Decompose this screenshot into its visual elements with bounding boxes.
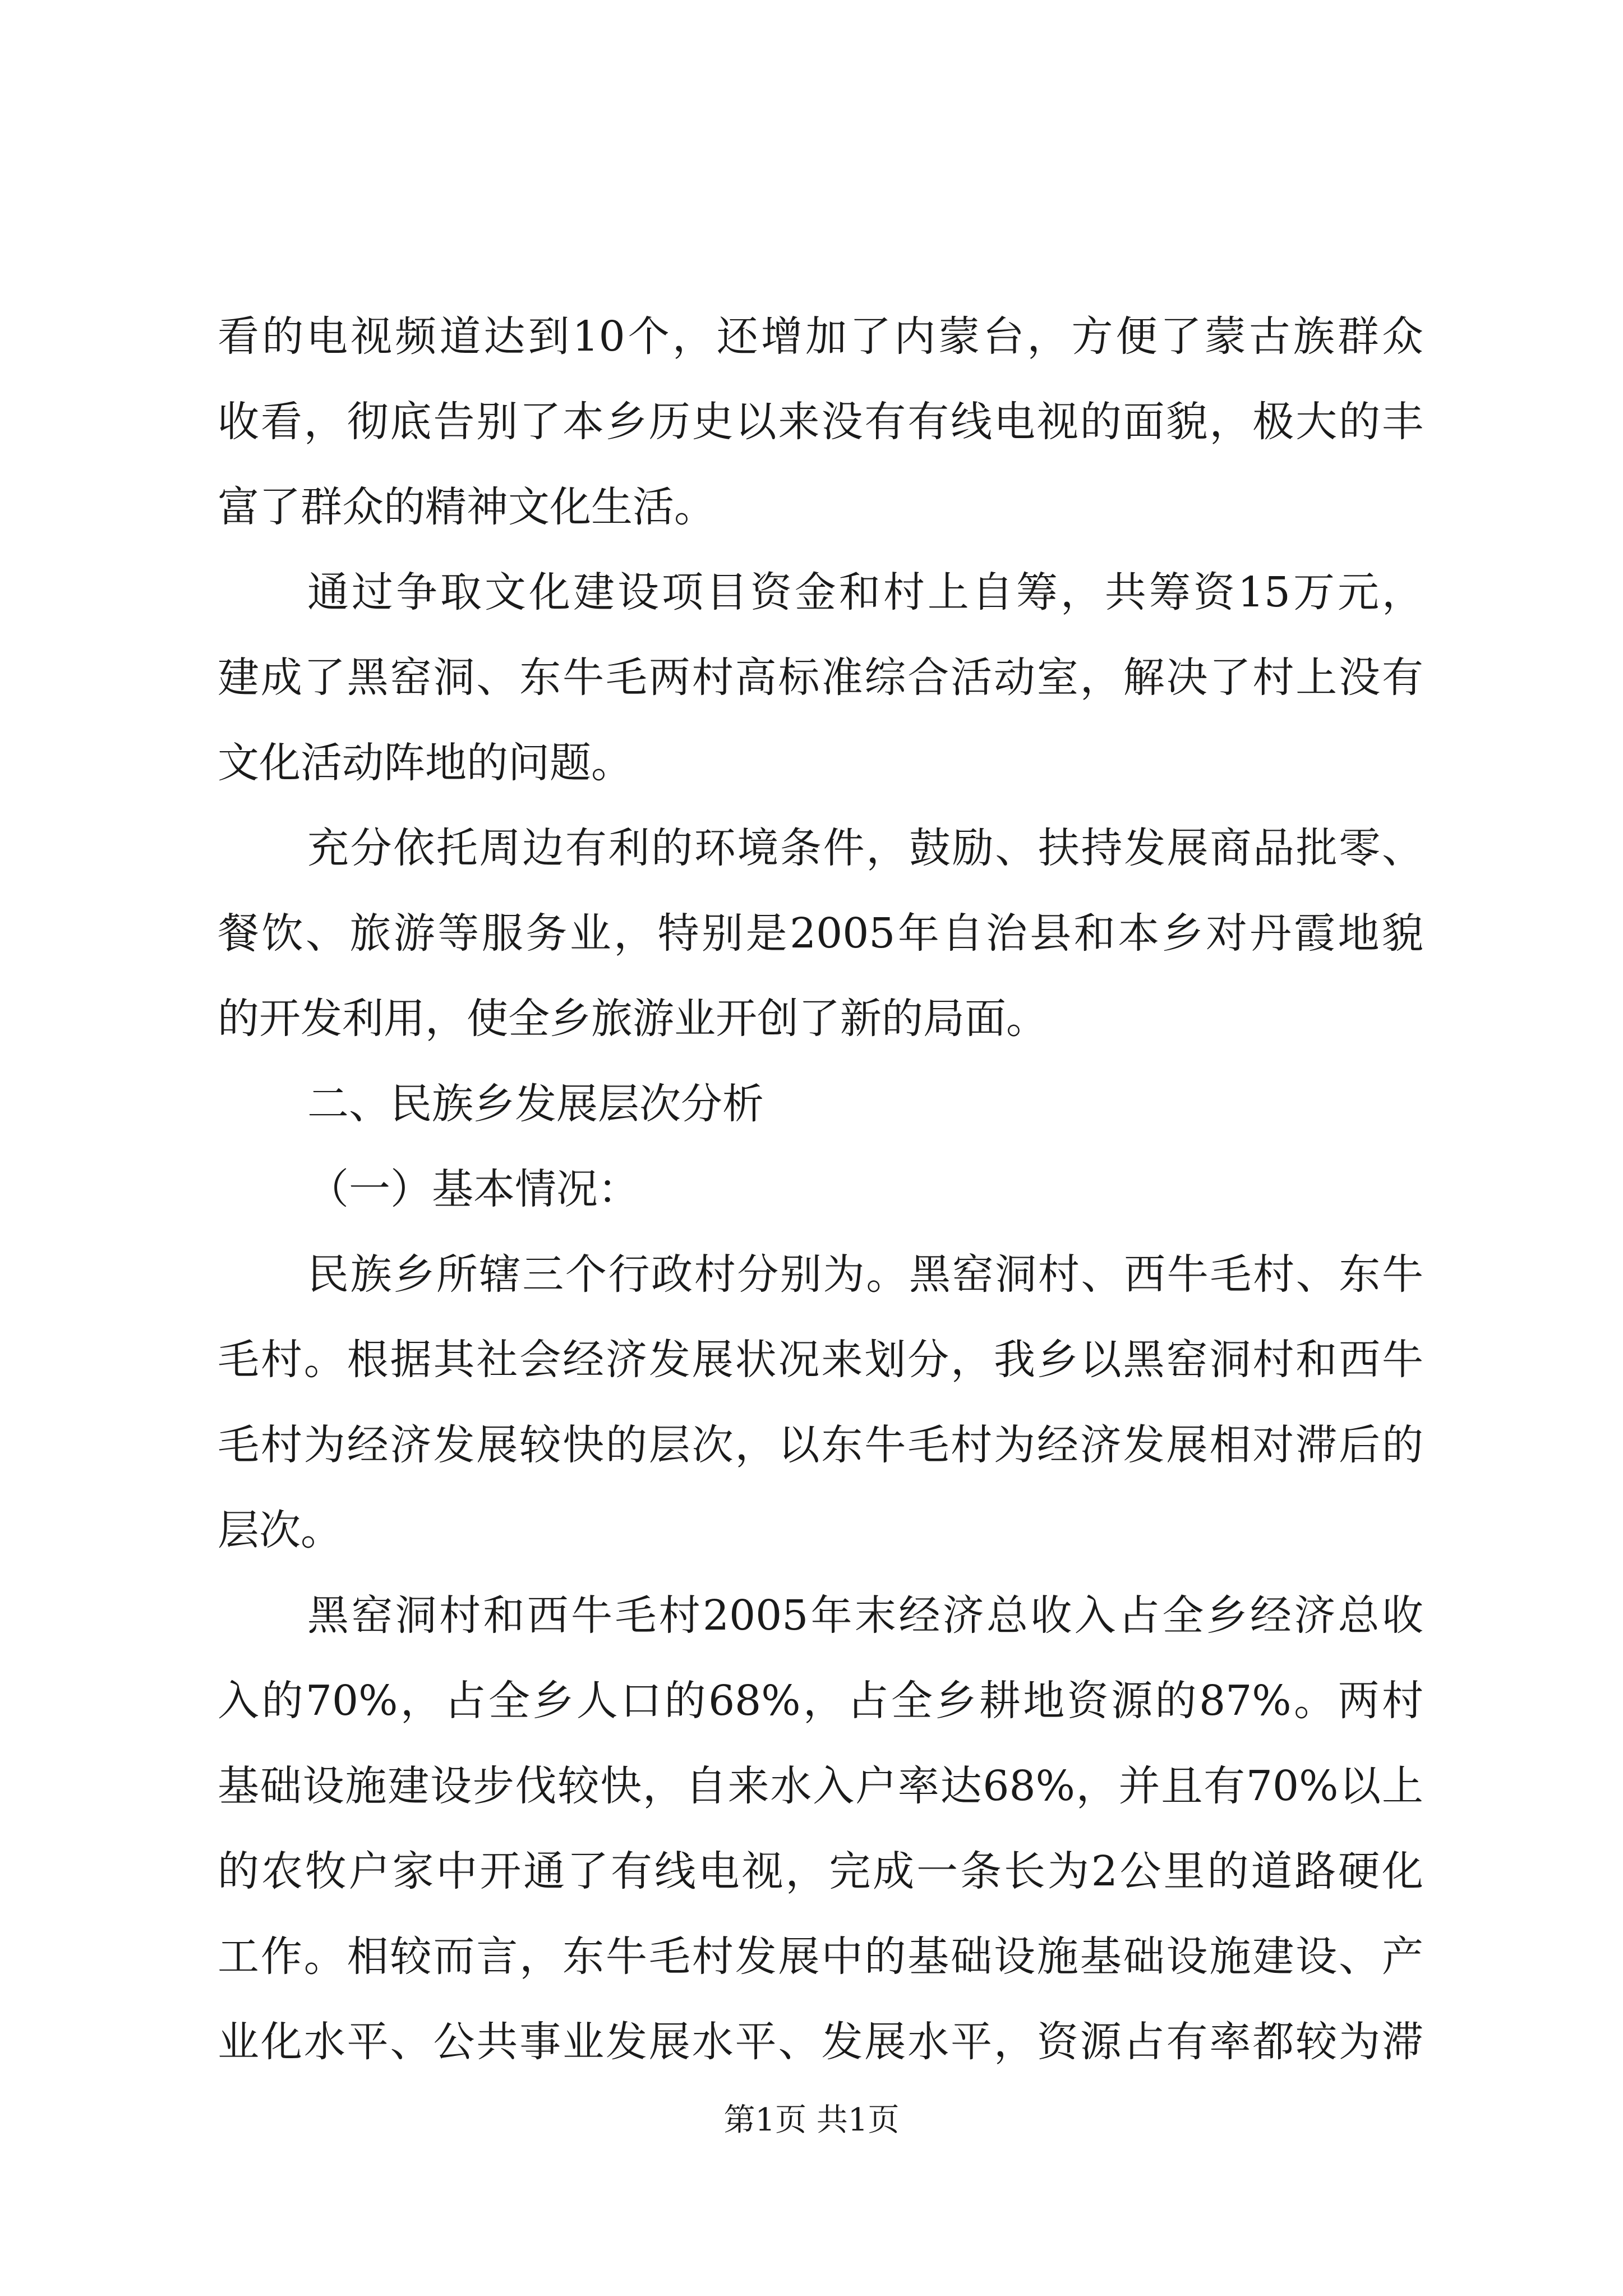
text-line: 的农牧户家中开通了有线电视，完成一条长为2公里的道路硬化 — [218, 1847, 1423, 1895]
text-line: 毛村为经济发展较快的层次，以东牛毛村为经济发展相对滞后的 — [218, 1421, 1423, 1469]
heading-text: （一）基本情况： — [307, 1165, 639, 1213]
document-body — [218, 294, 1423, 2085]
text-line: 黑窑洞村和西牛毛村2005年末经济总收入占全乡经济总收 — [307, 1591, 1423, 1640]
text-line: 收看，彻底告别了本乡历史以来没有有线电视的面貌，极大的丰 — [218, 398, 1423, 446]
text-line: 毛村。根据其社会经济发展状况来划分，我乡以黑窑洞村和西牛 — [218, 1336, 1423, 1384]
text-line: 基础设施建设步伐较快，自来水入户率达68%，并且有70%以上 — [218, 1762, 1423, 1810]
text-line: 业化水平、公共事业发展水平、发展水平，资源占有率都较为滞 — [218, 2018, 1423, 2066]
text-line: 建成了黑窑洞、东牛毛两村高标准综合活动室，解决了村上没有 — [218, 654, 1423, 702]
text-line: 看的电视频道达到10个，还增加了内蒙台，方便了蒙古族群众 — [218, 312, 1423, 361]
text-line: 入的70%，占全乡人口的68%，占全乡耕地资源的87%。两村 — [218, 1677, 1423, 1725]
text-line: 富了群众的精神文化生活。 — [218, 483, 716, 531]
text-line: 充分依托周边有利的环境条件，鼓励、扶持发展商品批零、 — [307, 824, 1423, 872]
paragraph — [218, 550, 1423, 806]
text-line: 餐饮、旅游等服务业，特别是2005年自治县和本乡对丹霞地貌 — [218, 909, 1423, 958]
text-line: 民族乡所辖三个行政村分别为。黑窑洞村、西牛毛村、东牛 — [307, 1250, 1423, 1299]
page-footer — [0, 2098, 1623, 2143]
section-heading — [218, 1061, 1423, 1147]
paragraph — [218, 1232, 1423, 1573]
text-line: 的开发利用，使全乡旅游业开创了新的局面。 — [218, 995, 1048, 1043]
page-number: 第1页 共1页 — [723, 2102, 900, 2138]
text-line: 工作。相较而言，东牛毛村发展中的基础设施基础设施建设、产 — [218, 1932, 1423, 1981]
paragraph — [218, 1573, 1423, 2085]
paragraph — [218, 294, 1423, 550]
text-line: 层次。 — [218, 1506, 342, 1554]
heading-text: 二、民族乡发展层次分析 — [307, 1080, 764, 1128]
paragraph — [218, 806, 1423, 1061]
text-line: 通过争取文化建设项目资金和村上自筹，共筹资15万元， — [307, 568, 1423, 616]
text-line: 文化活动阵地的问题。 — [218, 739, 633, 787]
subsection-heading — [218, 1147, 1423, 1232]
